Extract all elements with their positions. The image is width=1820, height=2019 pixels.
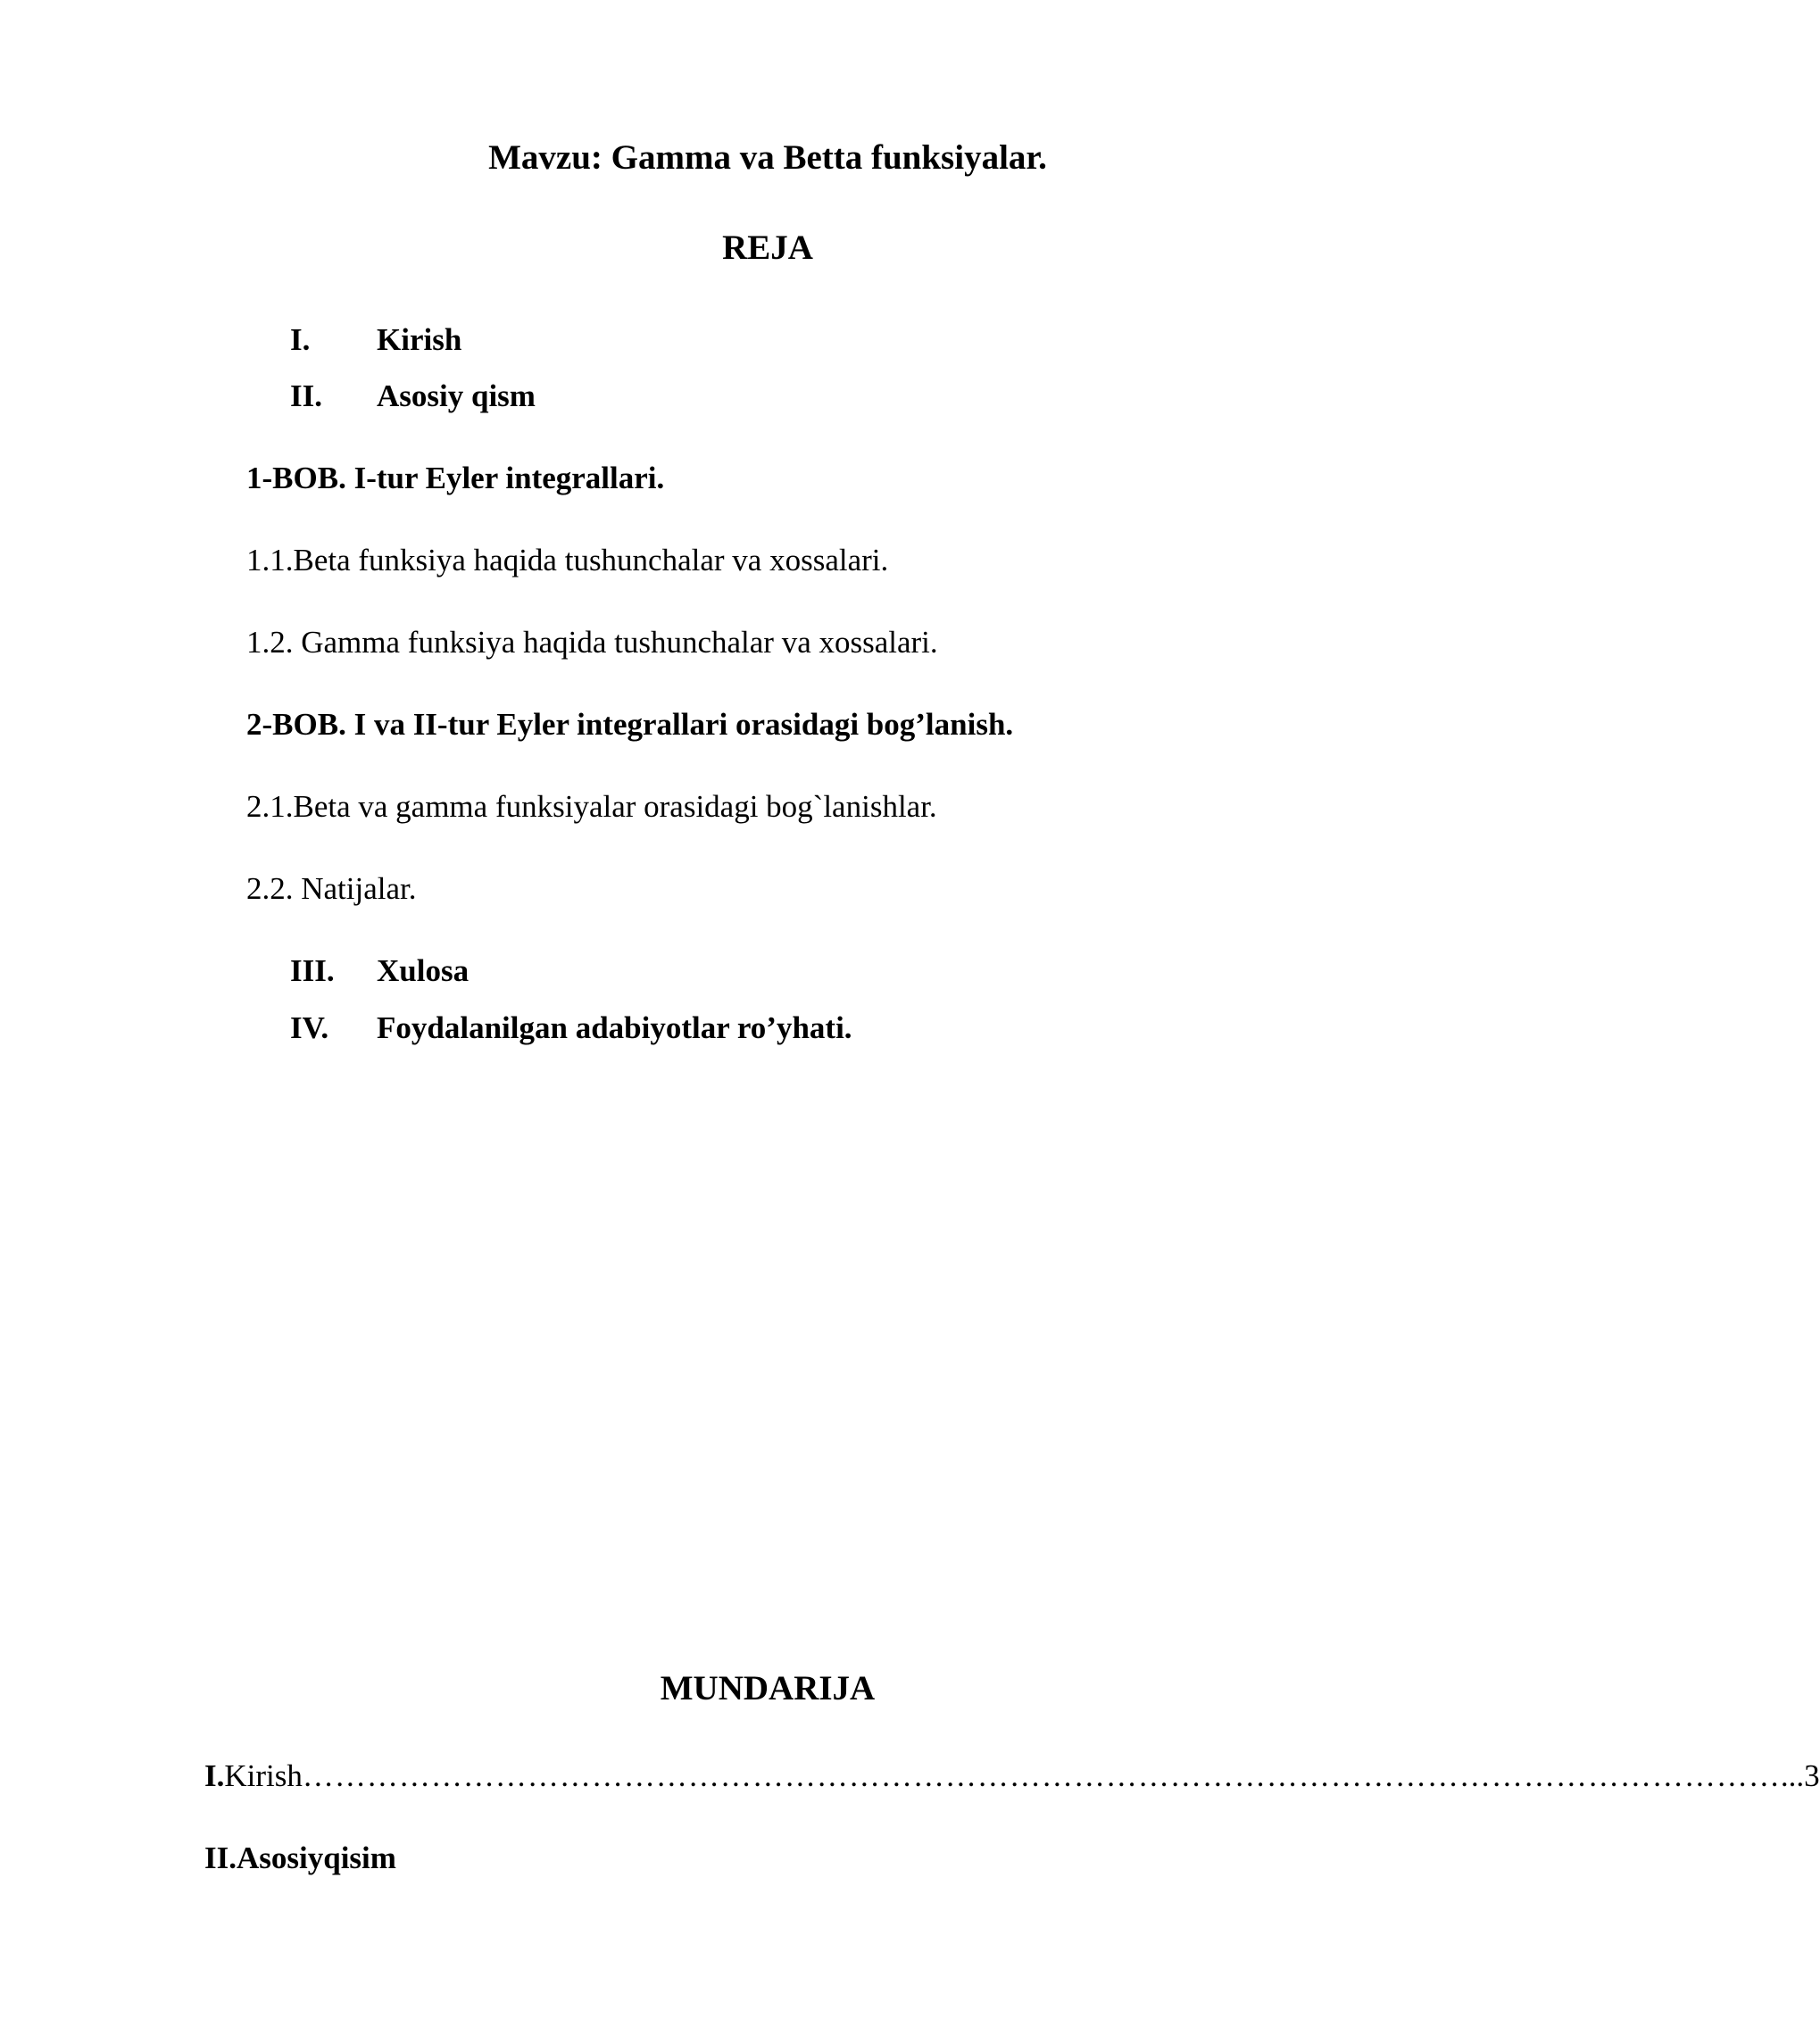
plan-section-2-1: 2.1.Beta va gamma funksiyalar orasidagi bog`lanishlar.	[246, 789, 937, 824]
plan-item-number: II.	[290, 378, 322, 413]
plan-item-label: Asosiy qism	[377, 378, 536, 413]
plan-item-label: Xulosa	[377, 953, 470, 988]
plan-section-2-2: 2.2. Natijalar.	[246, 871, 417, 906]
toc-leader-dots: …………………………………………………………………………………………………………………………	[302, 1758, 1781, 1793]
plan-section-1-1: 1.1.Beta funksiya haqida tushunchalar va xossalari.	[246, 543, 889, 577]
plan-chapter-2: 2-BOB. I va II-tur Eyler integrallari orasidagi bog’lanish.	[246, 707, 1014, 742]
plan-item-number: IV.	[290, 1010, 329, 1045]
plan-item-number: I.	[290, 322, 311, 357]
plan-item-main	[290, 377, 536, 416]
toc-entry-intro[interactable]	[204, 1757, 1820, 1796]
plan-item-label: Kirish	[377, 322, 462, 357]
plan-item-label: Foydalanilgan adabiyotlar ro’yhati.	[377, 1010, 852, 1045]
contents-heading: MUNDARIJA	[660, 1669, 876, 1707]
plan-item-intro	[290, 320, 461, 360]
plan-item-number: III.	[290, 953, 335, 988]
plan-item-references	[290, 1009, 852, 1048]
document-title: Mavzu: Gamma va Betta funksiyalar.	[488, 138, 1047, 177]
toc-entry-label: Kirish	[224, 1758, 303, 1793]
toc-entry-main[interactable]: II.Asosiyqisim	[204, 1840, 396, 1875]
plan-chapter-1: 1-BOB. I-tur Eyler integrallari.	[246, 461, 665, 495]
toc-entry-number: I.	[204, 1758, 225, 1793]
plan-item-conclusion	[290, 951, 469, 991]
plan-heading: REJA	[722, 228, 813, 267]
plan-section-1-2: 1.2. Gamma funksiya haqida tushunchalar va xossalari.	[246, 625, 938, 660]
toc-page-number: ...3	[1780, 1758, 1820, 1793]
